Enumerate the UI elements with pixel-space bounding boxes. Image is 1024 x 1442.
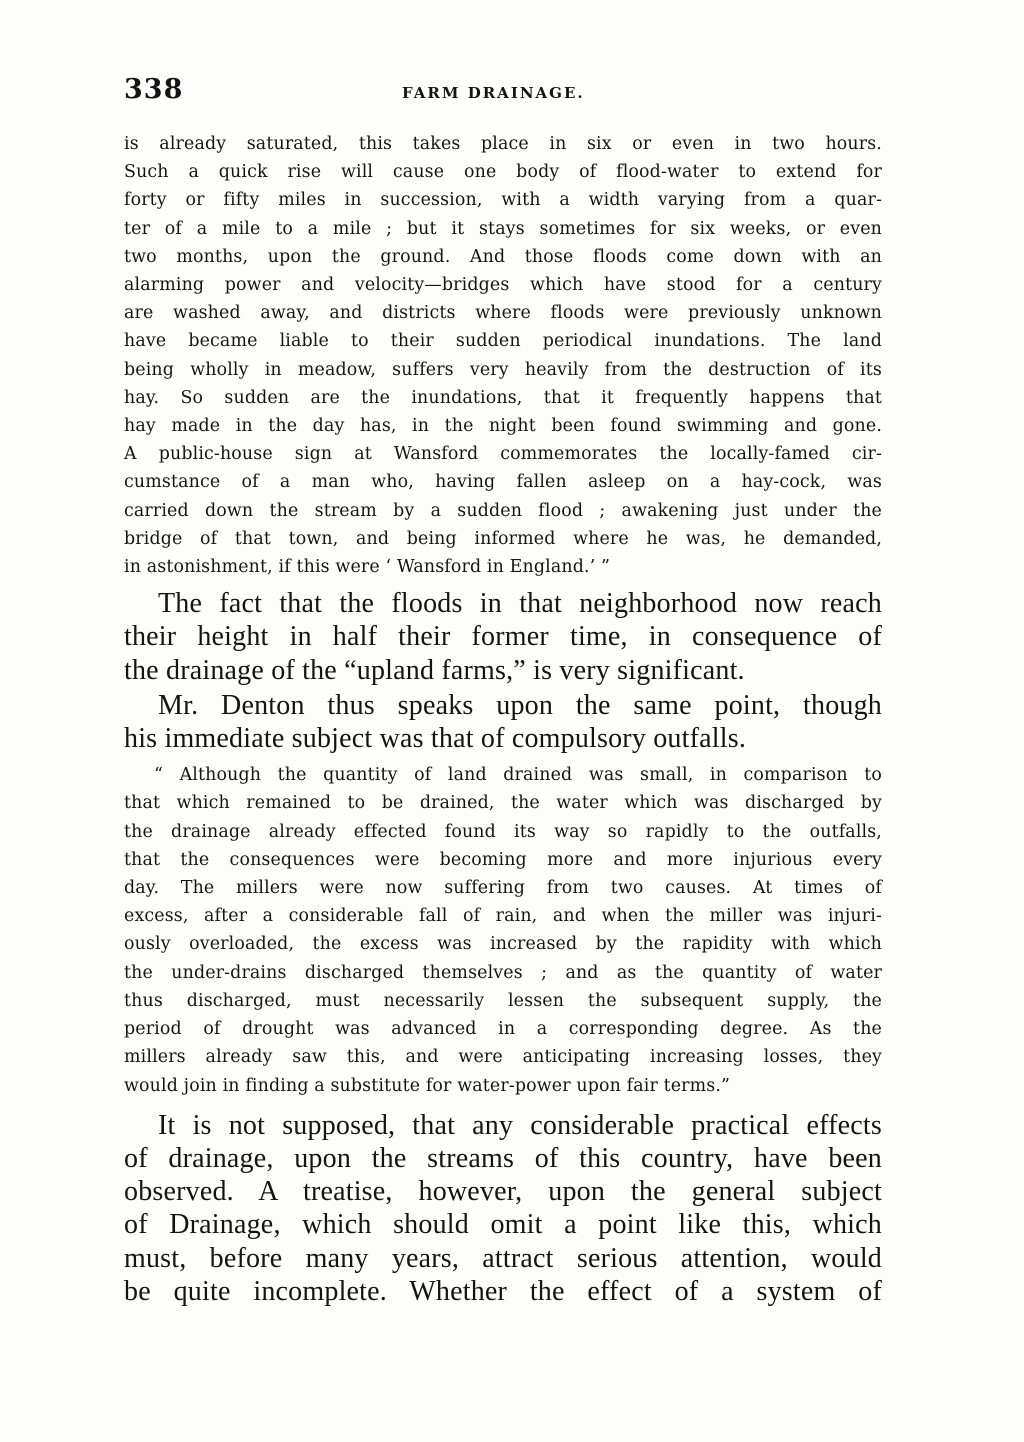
text-line: of Drainage, which should omit a point like this, which xyxy=(124,1209,882,1241)
text-line: The fact that the floods in that neighborhood now reach xyxy=(158,588,882,620)
text-line: thus discharged, must necessarily lessen the subsequent supply, the xyxy=(124,990,882,1011)
text-line: ter of a mile to a mile ; but it stays sometimes for six weeks, or even xyxy=(124,218,882,239)
text-line: the under-drains discharged themselves ; and as the quantity of water xyxy=(124,962,882,983)
text-line: is already saturated, this takes place in six or even in two hours. xyxy=(124,134,882,154)
running-title: FARM DRAINAGE. xyxy=(402,84,585,102)
paragraph-treatise xyxy=(124,1109,882,1308)
text-line: the drainage of the “upland farms,” is very significant. xyxy=(124,654,745,686)
paragraph-denton xyxy=(124,689,882,755)
text-line: ously overloaded, the excess was increased by the rapidity with which xyxy=(124,934,882,955)
text-line: would join in finding a substitute for water-power upon fair terms.” xyxy=(124,1075,731,1096)
text-line: have became liable to their sudden periodical inundations. The land xyxy=(124,331,882,352)
text-line: carried down the stream by a sudden flood ; awakening just under the xyxy=(124,500,882,521)
text-line: their height in half their former time, in consequence of xyxy=(124,621,882,653)
text-line: It is not supposed, that any considerable practical effects xyxy=(158,1109,882,1141)
text-line: be quite incomplete. Whether the effect of a system of xyxy=(124,1275,882,1307)
text-line: day. The millers were now suffering from two causes. At times of xyxy=(124,878,882,899)
text-line: that the consequences were becoming more and more injurious every xyxy=(124,849,882,870)
text-line: being wholly in meadow, suffers very heavily from the destruction of its xyxy=(124,359,882,380)
text-line: his immediate subject was that of compulsory outfalls. xyxy=(124,723,747,755)
text-line: observed. A treatise, however, upon the general subject xyxy=(124,1176,882,1208)
text-line: millers already saw this, and were anticipating increasing losses, they xyxy=(124,1047,882,1068)
text-line: bridge of that town, and being informed where he was, he demanded, xyxy=(124,528,882,549)
text-line: hay. So sudden are the inundations, that it frequently happens that xyxy=(124,387,882,408)
text-line: the drainage already effected found its way so rapidly to the outfalls, xyxy=(124,821,882,842)
paragraph-floods xyxy=(124,587,882,687)
text-line: in astonishment, if this were ‘ Wansford in England.’ ” xyxy=(124,557,611,578)
text-line: Such a quick rise will cause one body of flood-water to extend for xyxy=(124,162,882,183)
text-line: that which remained to be drained, the water which was discharged by xyxy=(124,793,882,814)
text-line: cumstance of a man who, having fallen asleep on a hay-cock, was xyxy=(124,472,882,493)
denton-quote xyxy=(124,761,882,1099)
body-text xyxy=(124,130,882,1308)
text-line: “ Although the quantity of land drained was small, in comparison to xyxy=(154,765,882,786)
text-line: are washed away, and districts where floods were previously unknown xyxy=(124,303,882,324)
text-line: alarming power and velocity—bridges which have stood for a century xyxy=(124,275,882,296)
text-line: excess, after a considerable fall of rain, and when the miller was injuri- xyxy=(124,906,882,927)
text-line: A public-house sign at Wansford commemorates the locally-famed cir- xyxy=(124,444,882,465)
continued-quote xyxy=(124,130,882,581)
text-line: of drainage, upon the streams of this country, have been xyxy=(124,1142,882,1174)
text-line: period of drought was advanced in a corresponding degree. As the xyxy=(124,1019,882,1040)
text-line: Mr. Denton thus speaks upon the same point, though xyxy=(158,689,882,721)
running-head xyxy=(124,72,884,108)
text-line: forty or fifty miles in succession, with a width varying from a quar- xyxy=(124,190,882,211)
text-line: two months, upon the ground. And those floods come down with an xyxy=(124,246,882,267)
text-line: must, before many years, attract serious attention, would xyxy=(124,1242,882,1274)
page-number: 338 xyxy=(124,74,184,105)
text-line: hay made in the day has, in the night been found swimming and gone. xyxy=(124,416,882,437)
